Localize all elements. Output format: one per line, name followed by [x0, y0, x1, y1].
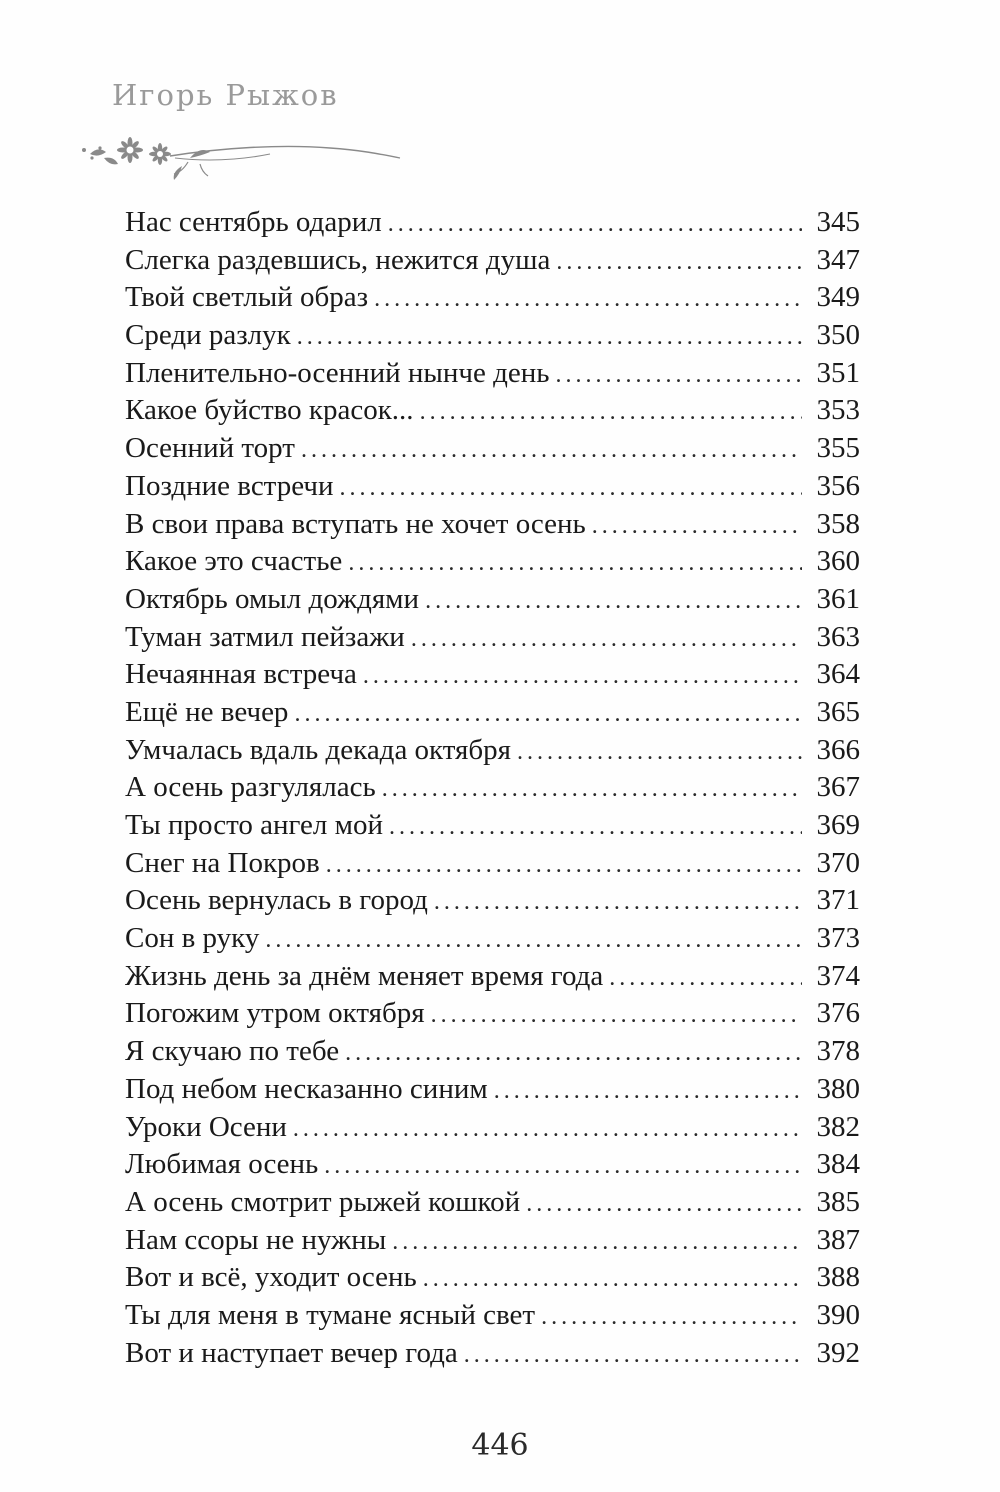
toc-entry[interactable]	[125, 543, 860, 581]
toc-entry-page: 371	[816, 884, 860, 917]
toc-entry-page: 369	[816, 809, 860, 841]
toc-entry-page: 370	[816, 846, 860, 879]
toc-entry[interactable]	[125, 1033, 860, 1071]
toc-dot-leader	[556, 357, 803, 393]
toc-entry[interactable]	[125, 392, 860, 430]
toc-entry-page: 367	[816, 771, 860, 804]
toc-entry[interactable]	[125, 694, 860, 732]
toc-dot-leader	[541, 1299, 802, 1335]
toc-entry-title: Нас сентябрь одарил	[125, 206, 382, 238]
toc-entry-title: В свои права вступать не хочет осень	[125, 507, 586, 540]
toc-entry-page: 385	[816, 1185, 860, 1218]
toc-entry-page: 366	[816, 733, 860, 766]
toc-entry[interactable]	[125, 1146, 860, 1184]
toc-entry-title: Ты для меня в тумане ясный свет	[125, 1298, 536, 1331]
toc-dot-leader	[265, 922, 802, 958]
table-of-contents	[125, 204, 860, 1372]
toc-entry-title: Октябрь омыл дождями	[125, 582, 420, 615]
toc-dot-leader	[517, 734, 802, 770]
toc-entry[interactable]	[125, 581, 860, 619]
toc-dot-leader	[411, 621, 802, 657]
toc-entry-page: 351	[816, 356, 860, 389]
toc-entry-title: Осень вернулась в город	[125, 884, 428, 917]
toc-entry-page: 382	[816, 1110, 860, 1143]
toc-entry[interactable]	[125, 845, 860, 883]
toc-entry-page: 380	[816, 1072, 860, 1105]
toc-entry[interactable]	[125, 1071, 860, 1109]
toc-dot-leader	[326, 847, 802, 883]
toc-dot-leader	[464, 1337, 802, 1373]
toc-dot-leader	[526, 1186, 802, 1222]
toc-dot-leader	[388, 206, 802, 242]
toc-entry[interactable]	[125, 882, 860, 920]
toc-entry-title: Пленительно-осенний нынче день	[125, 356, 550, 389]
toc-dot-leader	[434, 884, 802, 920]
toc-entry[interactable]	[125, 1222, 860, 1260]
toc-dot-leader	[374, 281, 802, 317]
toc-entry-title: Поздние встречи	[125, 469, 334, 502]
toc-entry-title: Какое буйство красок...	[125, 394, 414, 427]
toc-entry-page: 353	[816, 394, 860, 427]
toc-entry-title: Сон в руку	[125, 922, 260, 955]
toc-entry[interactable]	[125, 920, 860, 958]
toc-entry-page: 356	[816, 469, 860, 502]
toc-entry[interactable]	[125, 242, 860, 280]
toc-entry[interactable]	[125, 317, 860, 355]
toc-entry[interactable]	[125, 468, 860, 506]
toc-entry-title: Я скучаю по тебе	[125, 1035, 340, 1068]
toc-entry[interactable]	[125, 769, 860, 807]
toc-entry-title: Вот и всё, уходит осень	[125, 1261, 417, 1294]
toc-dot-leader	[592, 508, 802, 544]
toc-entry-title: Жизнь день за днём меняет время года	[125, 959, 604, 992]
toc-entry-title: А осень разгулялась	[125, 771, 376, 804]
toc-entry-page: 358	[816, 507, 860, 540]
toc-entry-page: 350	[816, 319, 860, 352]
toc-entry-page: 364	[816, 658, 860, 691]
toc-dot-leader	[431, 997, 802, 1033]
toc-entry-page: 378	[816, 1035, 860, 1068]
toc-entry-page: 347	[816, 243, 860, 276]
toc-entry-title: Уроки Осени	[125, 1110, 287, 1143]
toc-entry[interactable]	[125, 732, 860, 770]
toc-dot-leader	[294, 696, 802, 732]
toc-dot-leader	[345, 1035, 802, 1071]
toc-entry-page: 361	[816, 582, 860, 615]
toc-entry[interactable]	[125, 656, 860, 694]
toc-entry-title: Нечаянная встреча	[125, 658, 357, 691]
toc-entry[interactable]	[125, 430, 860, 468]
toc-entry[interactable]	[125, 204, 860, 242]
toc-entry-title: Снег на Покров	[125, 846, 320, 879]
running-head-author: Игорь Рыжов	[112, 78, 339, 112]
toc-dot-leader	[339, 470, 802, 506]
toc-dot-leader	[363, 658, 802, 694]
toc-dot-leader	[556, 244, 802, 280]
toc-entry[interactable]	[125, 995, 860, 1033]
toc-dot-leader	[297, 319, 802, 355]
toc-dot-leader	[609, 960, 802, 996]
toc-entry-title: Туман затмил пейзажи	[125, 620, 405, 653]
toc-dot-leader	[348, 545, 802, 581]
toc-dot-leader	[301, 432, 802, 468]
toc-entry-title: Ты просто ангел мой	[125, 809, 384, 841]
toc-dot-leader	[293, 1111, 802, 1147]
toc-entry[interactable]	[125, 506, 860, 544]
toc-entry-title: Осенний торт	[125, 432, 295, 465]
toc-dot-leader	[423, 1261, 802, 1297]
toc-entry-page: 387	[816, 1223, 860, 1256]
toc-entry-page: 376	[816, 997, 860, 1030]
floral-vine-ornament-icon	[70, 128, 410, 188]
page-number: 446	[471, 1428, 529, 1463]
toc-entry-title: Погожим утром октября	[125, 997, 425, 1030]
toc-entry[interactable]	[125, 355, 860, 393]
toc-entry-title: Ещё не вечер	[125, 695, 289, 728]
toc-entry-title: Вот и наступает вечер года	[125, 1336, 458, 1369]
toc-entry-page: 392	[816, 1336, 860, 1369]
toc-dot-leader	[392, 1224, 802, 1260]
toc-entry[interactable]	[125, 1109, 860, 1147]
toc-dot-leader	[425, 583, 802, 619]
toc-entry-page: 363	[816, 620, 860, 653]
toc-entry[interactable]	[125, 1335, 860, 1373]
toc-dot-leader	[494, 1073, 802, 1109]
toc-entry-page: 360	[816, 545, 860, 578]
toc-entry[interactable]	[125, 619, 860, 657]
toc-entry-page: 374	[816, 959, 860, 992]
toc-dot-leader	[382, 771, 802, 807]
toc-entry-page: 365	[816, 695, 860, 728]
toc-entry-title: Умчалась вдаль декада октября	[125, 733, 511, 766]
toc-dot-leader	[420, 394, 802, 430]
toc-entry[interactable]	[125, 279, 860, 317]
toc-entry[interactable]	[125, 1184, 860, 1222]
toc-entry[interactable]	[125, 958, 860, 996]
toc-entry[interactable]	[125, 1297, 860, 1335]
toc-entry-title: Среди разлук	[125, 319, 291, 352]
toc-entry-page: 355	[816, 432, 860, 465]
toc-entry-page: 345	[816, 206, 860, 238]
toc-entry-title: А осень смотрит рыжей кошкой	[125, 1185, 521, 1218]
toc-entry-page: 390	[816, 1298, 860, 1331]
toc-entry-page: 373	[816, 922, 860, 955]
toc-entry-page: 349	[816, 281, 860, 314]
toc-entry-title: Нам ссоры не нужны	[125, 1223, 387, 1256]
toc-dot-leader	[324, 1148, 802, 1184]
toc-entry-title: Любимая осень	[125, 1148, 319, 1181]
toc-entry-title: Под небом несказанно синим	[125, 1072, 488, 1105]
toc-entry-title: Какое это счастье	[125, 545, 343, 578]
toc-entry[interactable]	[125, 1259, 860, 1297]
toc-entry-title: Слегка раздевшись, нежится душа	[125, 243, 551, 276]
toc-dot-leader	[389, 809, 802, 845]
toc-entry-page: 384	[816, 1148, 860, 1181]
toc-entry[interactable]	[125, 807, 860, 845]
toc-entry-page: 388	[816, 1261, 860, 1294]
toc-entry-title: Твой светлый образ	[125, 281, 369, 314]
